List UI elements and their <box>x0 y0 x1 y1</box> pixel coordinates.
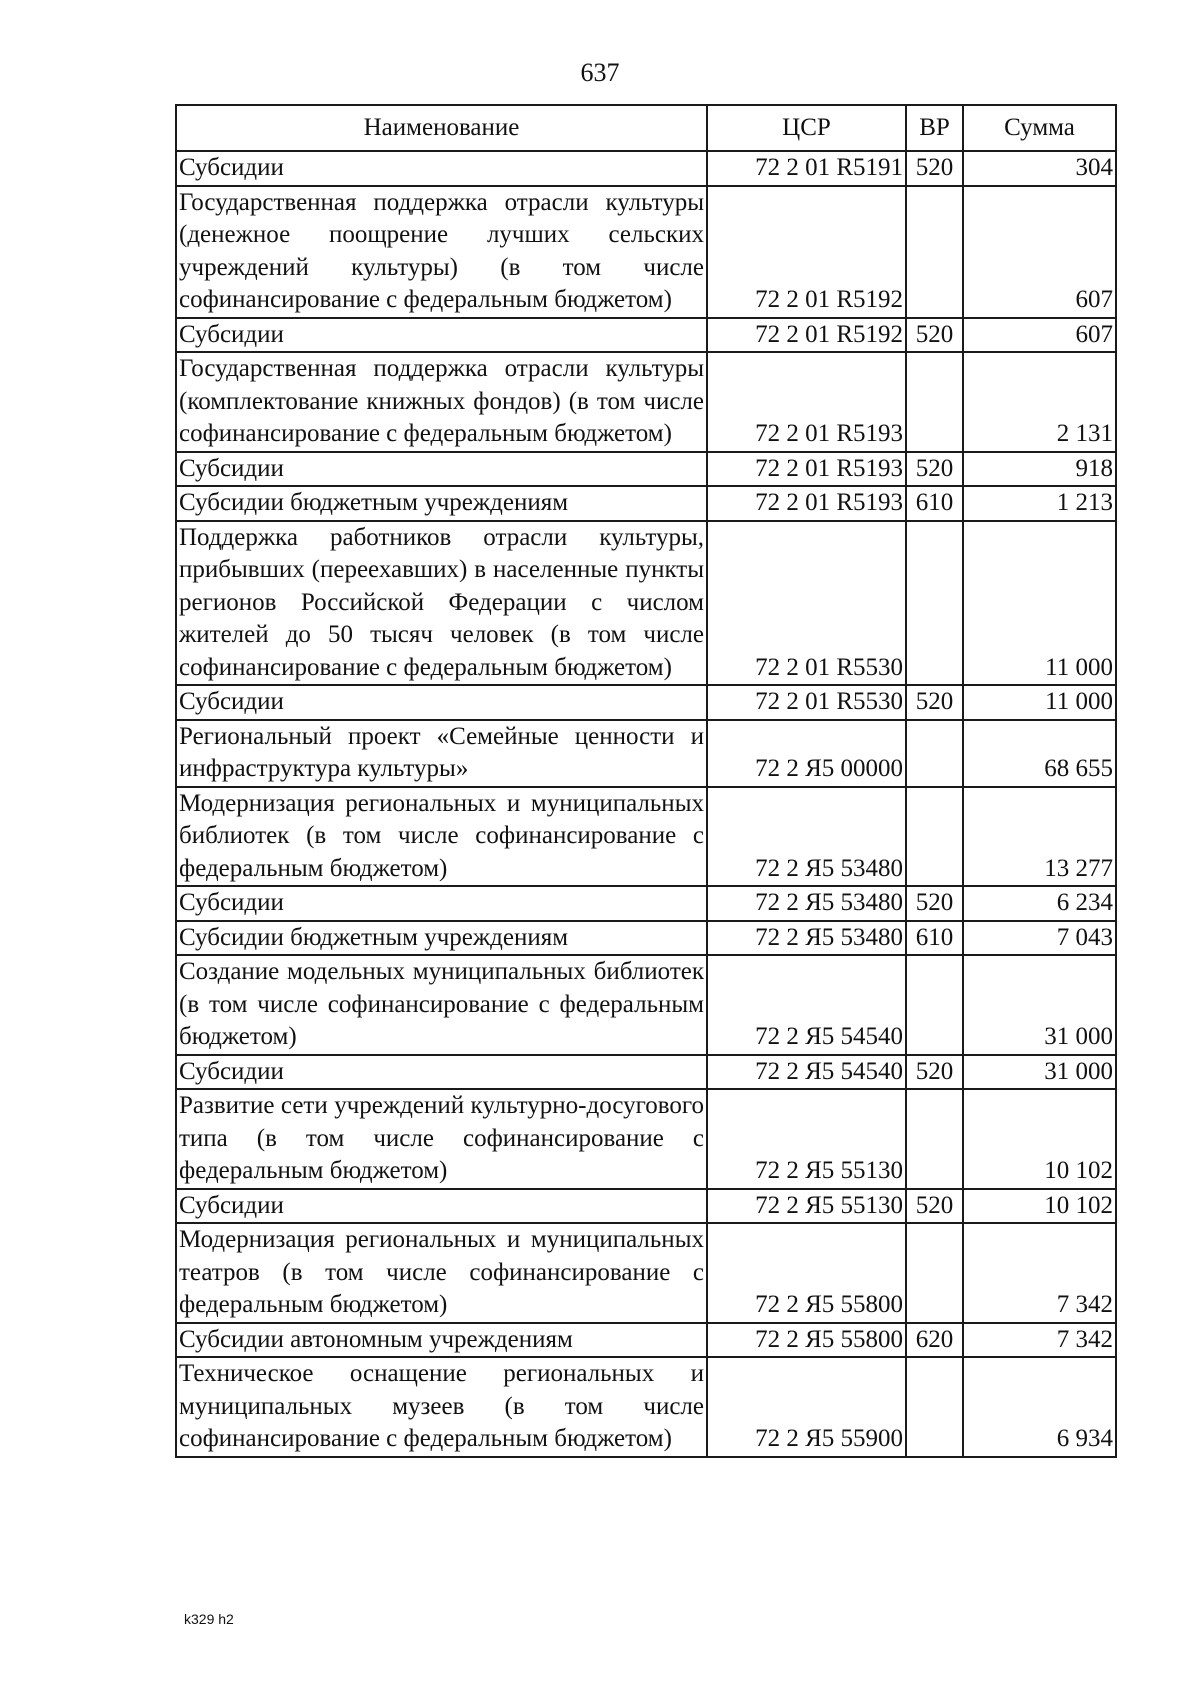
table-row <box>176 955 1116 1055</box>
header-vr: ВР <box>906 105 963 151</box>
row-sum-cell: 10 102 <box>963 1189 1116 1224</box>
row-vr-cell: 520 <box>906 452 963 487</box>
row-csr-cell: 72 2 Я5 54540 <box>707 1055 906 1090</box>
row-name-cell: Субсидии бюджетным учреждениям <box>176 486 707 521</box>
row-name-cell: Модернизация региональных и муниципальных библиотек (в том числе софинансирование с федеральным бюджетом) <box>176 787 707 887</box>
row-vr-cell <box>906 521 963 686</box>
row-name-cell: Субсидии <box>176 685 707 720</box>
row-csr-cell: 72 2 01 R5193 <box>707 486 906 521</box>
table-row <box>176 886 1116 921</box>
row-vr-cell <box>906 720 963 787</box>
row-csr-cell: 72 2 01 R5192 <box>707 186 906 318</box>
row-name-cell: Поддержка работников отрасли культуры, прибывших (переехавших) в населенные пункты регионов Российской Федерации с числом жителей до 50 тысяч человек (в том числе софинансирование с федеральным бюджетом) <box>176 521 707 686</box>
header-name: Наименование <box>176 105 707 151</box>
row-sum-cell: 918 <box>963 452 1116 487</box>
row-name-cell: Субсидии <box>176 1055 707 1090</box>
row-sum-cell: 10 102 <box>963 1089 1116 1189</box>
row-vr-cell: 520 <box>906 151 963 186</box>
header-csr: ЦСР <box>707 105 906 151</box>
row-sum-cell: 6 934 <box>963 1357 1116 1457</box>
table-row <box>176 1055 1116 1090</box>
row-vr-cell <box>906 186 963 318</box>
row-sum-cell: 31 000 <box>963 955 1116 1055</box>
row-sum-cell: 7 342 <box>963 1323 1116 1358</box>
row-vr-cell: 620 <box>906 1323 963 1358</box>
row-name-cell: Развитие сети учреждений культурно-досугового типа (в том числе софинансирование с федеральным бюджетом) <box>176 1089 707 1189</box>
footer-code: k329 h2 <box>184 1611 234 1627</box>
row-csr-cell: 72 2 Я5 54540 <box>707 955 906 1055</box>
row-sum-cell: 13 277 <box>963 787 1116 887</box>
table-row <box>176 486 1116 521</box>
row-sum-cell: 304 <box>963 151 1116 186</box>
row-sum-cell: 607 <box>963 186 1116 318</box>
row-sum-cell: 7 043 <box>963 921 1116 956</box>
row-vr-cell: 610 <box>906 486 963 521</box>
table-header-row <box>176 105 1116 151</box>
row-sum-cell: 607 <box>963 318 1116 353</box>
table-row <box>176 1189 1116 1224</box>
table-row <box>176 685 1116 720</box>
row-csr-cell: 72 2 Я5 55130 <box>707 1189 906 1224</box>
table-row <box>176 1223 1116 1323</box>
row-name-cell: Региональный проект «Семейные ценности и инфраструктура культуры» <box>176 720 707 787</box>
row-name-cell: Субсидии автономным учреждениям <box>176 1323 707 1358</box>
row-csr-cell: 72 2 01 R5193 <box>707 352 906 452</box>
row-csr-cell: 72 2 01 R5530 <box>707 685 906 720</box>
table-row <box>176 352 1116 452</box>
table-row <box>176 921 1116 956</box>
budget-table <box>175 104 1117 1458</box>
row-csr-cell: 72 2 Я5 55800 <box>707 1223 906 1323</box>
row-vr-cell: 520 <box>906 318 963 353</box>
row-csr-cell: 72 2 Я5 53480 <box>707 787 906 887</box>
row-vr-cell: 610 <box>906 921 963 956</box>
table-row <box>176 318 1116 353</box>
row-name-cell: Государственная поддержка отрасли культуры (комплектование книжных фондов) (в том числе софинансирование с федеральным бюджетом) <box>176 352 707 452</box>
row-name-cell: Субсидии <box>176 1189 707 1224</box>
table-row <box>176 1089 1116 1189</box>
row-sum-cell: 11 000 <box>963 685 1116 720</box>
table-row <box>176 1323 1116 1358</box>
row-vr-cell: 520 <box>906 1189 963 1224</box>
row-sum-cell: 31 000 <box>963 1055 1116 1090</box>
row-vr-cell: 520 <box>906 886 963 921</box>
table-row <box>176 787 1116 887</box>
row-name-cell: Субсидии бюджетным учреждениям <box>176 921 707 956</box>
row-vr-cell <box>906 1357 963 1457</box>
table-row <box>176 452 1116 487</box>
row-name-cell: Субсидии <box>176 318 707 353</box>
row-vr-cell <box>906 352 963 452</box>
table-row <box>176 151 1116 186</box>
row-csr-cell: 72 2 01 R5192 <box>707 318 906 353</box>
row-sum-cell: 7 342 <box>963 1223 1116 1323</box>
table-row <box>176 521 1116 686</box>
table-row <box>176 720 1116 787</box>
row-vr-cell <box>906 1089 963 1189</box>
row-csr-cell: 72 2 Я5 00000 <box>707 720 906 787</box>
row-csr-cell: 72 2 Я5 55130 <box>707 1089 906 1189</box>
row-name-cell: Техническое оснащение региональных и муниципальных музеев (в том числе софинансирование с федеральным бюджетом) <box>176 1357 707 1457</box>
row-name-cell: Субсидии <box>176 452 707 487</box>
page-number: 637 <box>580 58 620 87</box>
row-vr-cell <box>906 787 963 887</box>
row-csr-cell: 72 2 Я5 53480 <box>707 886 906 921</box>
row-name-cell: Субсидии <box>176 886 707 921</box>
row-sum-cell: 68 655 <box>963 720 1116 787</box>
row-name-cell: Модернизация региональных и муниципальных театров (в том числе софинансирование с федеральным бюджетом) <box>176 1223 707 1323</box>
row-vr-cell: 520 <box>906 1055 963 1090</box>
table-row <box>176 1357 1116 1457</box>
row-name-cell: Субсидии <box>176 151 707 186</box>
table-row <box>176 186 1116 318</box>
row-vr-cell <box>906 1223 963 1323</box>
row-sum-cell: 11 000 <box>963 521 1116 686</box>
row-csr-cell: 72 2 Я5 55800 <box>707 1323 906 1358</box>
row-csr-cell: 72 2 Я5 53480 <box>707 921 906 956</box>
row-csr-cell: 72 2 01 R5191 <box>707 151 906 186</box>
row-sum-cell: 1 213 <box>963 486 1116 521</box>
row-vr-cell <box>906 955 963 1055</box>
row-sum-cell: 6 234 <box>963 886 1116 921</box>
row-vr-cell: 520 <box>906 685 963 720</box>
row-sum-cell: 2 131 <box>963 352 1116 452</box>
header-sum: Сумма <box>963 105 1116 151</box>
row-csr-cell: 72 2 01 R5193 <box>707 452 906 487</box>
row-csr-cell: 72 2 01 R5530 <box>707 521 906 686</box>
row-csr-cell: 72 2 Я5 55900 <box>707 1357 906 1457</box>
row-name-cell: Создание модельных муниципальных библиотек (в том числе софинансирование с федеральным бюджетом) <box>176 955 707 1055</box>
row-name-cell: Государственная поддержка отрасли культуры (денежное поощрение лучших сельских учреждений культуры) (в том числе софинансирование с федеральным бюджетом) <box>176 186 707 318</box>
